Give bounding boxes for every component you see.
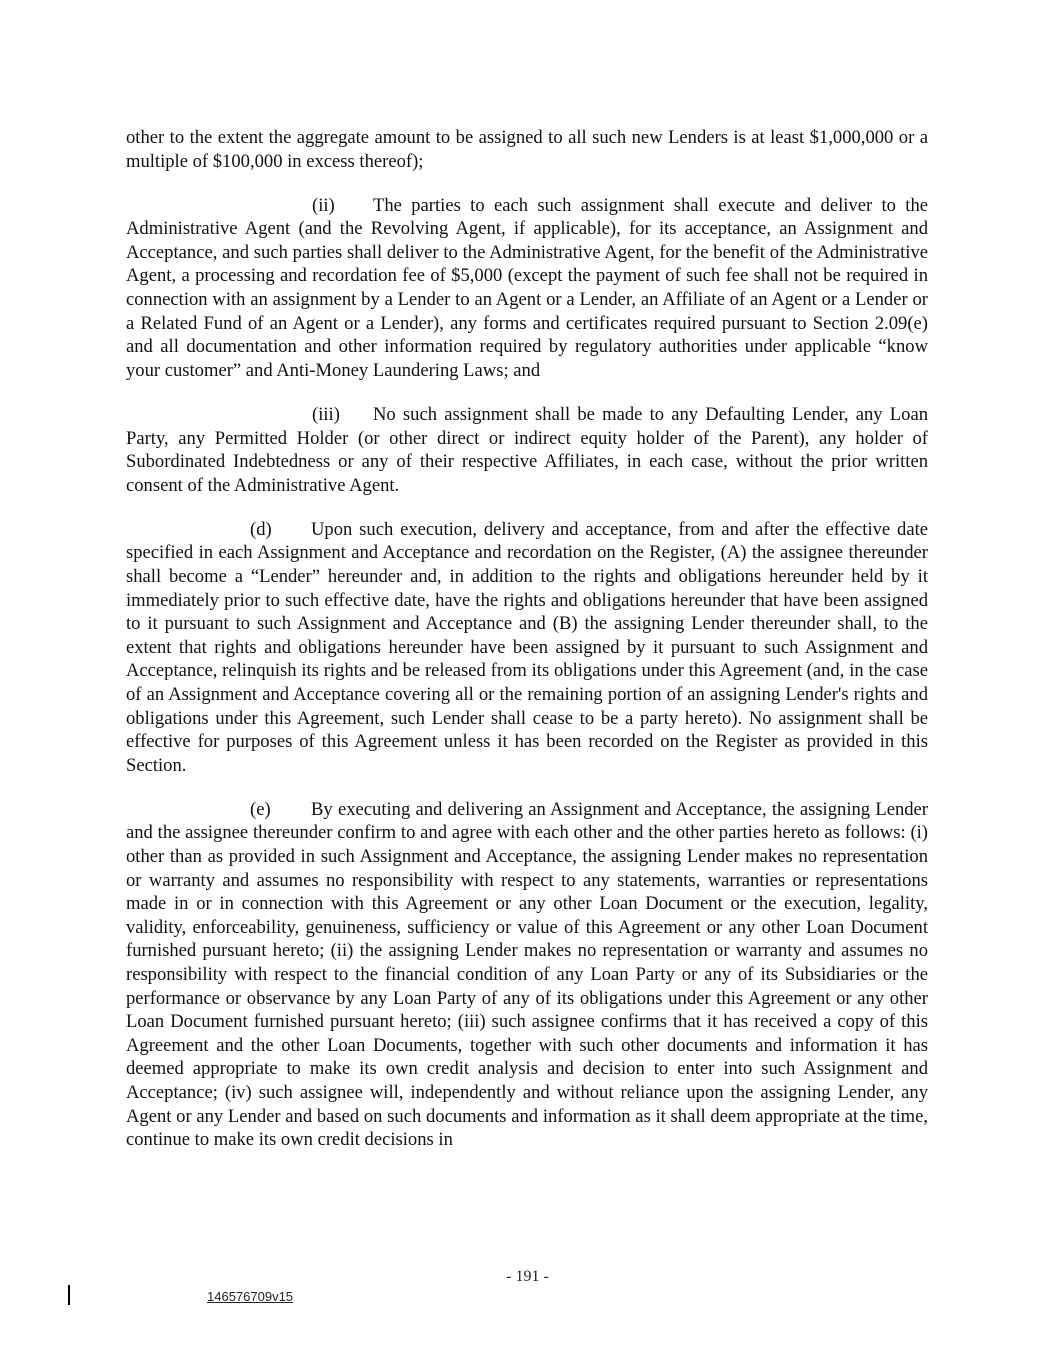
clause-d-paragraph [126,518,928,778]
page-number: - 191 - [506,1268,549,1285]
document-body [126,126,928,1172]
clause-e-paragraph [126,798,928,1152]
continuation-paragraph: other to the extent the aggregate amount to be assigned to all such new Lenders is at least $1,000,000 or a multiple of $100,000 in excess thereof); [126,127,928,172]
revision-change-bar [68,1285,70,1305]
clause-e-text: By executing and delivering an Assignment and Acceptance, the assigning Lender and the assignee thereunder confirm to and agree with each other and the other parties hereto as follows: (i) other than as provided in such Assignment and Acceptance, the assigning Lender makes no representation or warranty and assumes no responsibility with respect to any statements, warranties or representations made in or in connection with this Agreement or any other Loan Document or the execution, legality, validity, enforceability, genuineness, sufficiency or value of this Agreement or any other Loan Document furnished pursuant hereto; (ii) the assigning Lender makes no representation or warranty and assumes no responsibility with respect to the financial condition of any Loan Party or any of its Subsidiaries or the performance or observance by any Loan Party of any of its obligations under this Agreement or any other Loan Document furnished pursuant hereto; (iii) such assignee confirms that it has received a copy of this Agreement and the other Loan Documents, together with such other documents and information it has deemed appropriate to make its own credit analysis and decision to enter into such Assignment and Acceptance; (iv) such assignee will, independently and without reliance upon the assigning Lender, any Agent or any Lender and based on such documents and information as it shall deem appropriate at the time, continue to make its own credit decisions in [126,798,928,1151]
clause-d-label: (d) [250,518,272,540]
clause-d-text: Upon such execution, delivery and acceptance, from and after the effective date specified in each Assignment and Acceptance and recordation on the Register, (A) the assignee thereunder shall become a “Lender” hereunder and, in addition to the rights and obligations hereunder held by it immediately prior to such effective date, have the rights and obligations hereunder that have been assigned to it pursuant to such Assignment and Acceptance and (B) the assigning Lender thereunder shall, to the extent that rights and obligations hereunder have been assigned by it pursuant to such Assignment and Acceptance, relinquish its rights and be released from its obligations under this Agreement (and, in the case of an Assignment and Acceptance covering all or the remaining portion of an assigning Lender's rights and obligations under this Agreement, such Lender shall cease to be a party hereto). No assignment shall be effective for purposes of this Agreement unless it has been recorded on the Register as provided in this Section. [126,518,928,776]
clause-e-label: (e) [250,798,271,820]
document-id: 146576709v15 [207,1289,294,1304]
clause-iii-label: (iii) [312,403,340,425]
clause-ii-paragraph [126,194,928,383]
clause-iii-text: No such assignment shall be made to any Defaulting Lender, any Loan Party, any Permitted Holder (or other direct or indirect equity holder of the Parent), any holder of Subordinated Indebtedness or any of their respective Affiliates, in each case, without the prior written consent of the Administrative Agent. [126,403,928,496]
clause-ii-label: (ii) [312,194,335,216]
clause-iii-paragraph [126,403,928,497]
clause-ii-text: The parties to each such assignment shall execute and deliver to the Administrative Agent (and the Revolving Agent, if applicable), for its acceptance, an Assignment and Acceptance, and such parties shall deliver to the Administrative Agent, for the benefit of the Administrative Agent, a processing and recordation fee of $5,000 (except the payment of such fee shall not be required in connection with an assignment by a Lender to an Agent or a Lender, an Affiliate of an Agent or a Lender or a Related Fund of an Agent or a Lender), any forms and certificates required pursuant to Section 2.09(e) and all documentation and other information required by regulatory authorities under applicable “know your customer” and Anti-Money Laundering Laws; and [126,194,928,381]
